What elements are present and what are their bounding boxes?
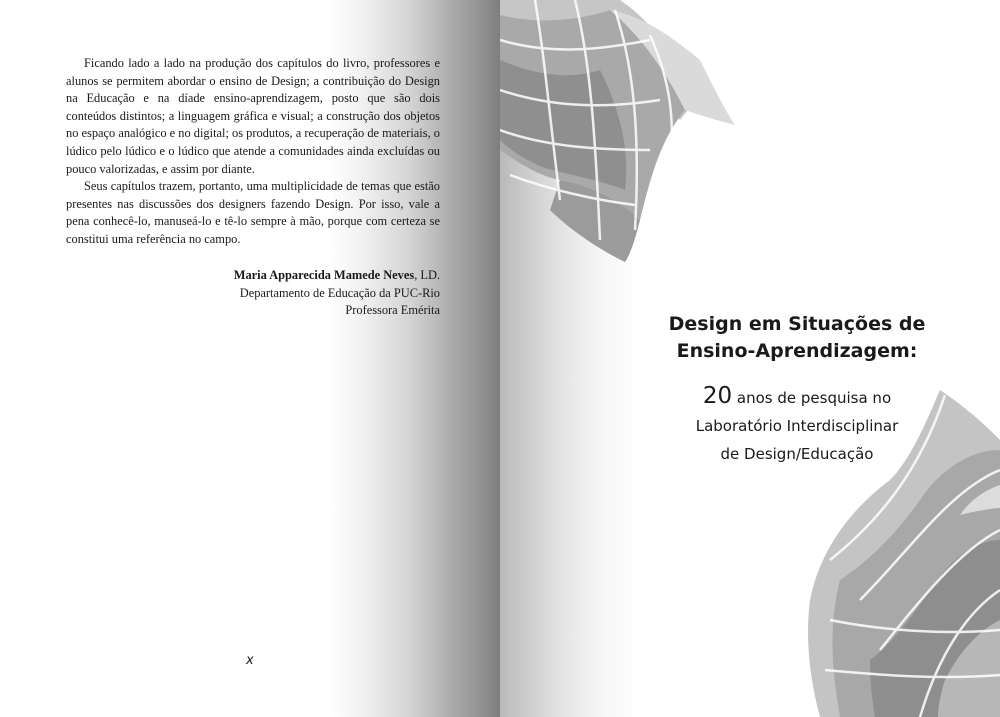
- subtitle-line-3: de Design/Educação: [720, 445, 874, 463]
- book-title: [610, 311, 984, 365]
- title-line-2: Ensino-Aprendizagem:: [676, 340, 918, 362]
- author-department: Departamento de Educação da PUC-Rio: [239, 285, 440, 300]
- book-subtitle: [610, 382, 984, 468]
- paragraph-2: Seus capítulos trazem, portanto, uma multiplicidade de temas que estão presentes nas discussões dos designers fazendo Design. Por isso, vale a pena conhecê-lo, manuseá-lo e tê-lo sempre à mão, porque com certeza se constitui uma referência no campo.: [66, 179, 440, 246]
- page-number: x: [246, 653, 254, 668]
- paragraph-1: Ficando lado a lado na produção dos capítulos do livro, professores e alunos se permitem abordar o ensino de Design; a contribuição do Design na Educação e na díade ensino-aprendizagem, posto que são dois conteúdos distintos; a linguagem gráfica e visual; a construção dos objetos no espaço analógico e no digital; os produtos, a recuperação de materiais, o lúdico pelo lúdico e o lúdico que atende a comunidades ainda excluídas ou pouco valorizadas, e assim por diante.: [66, 56, 440, 176]
- subtitle-line-1-text: anos de pesquisa no: [732, 389, 892, 407]
- right-page: [500, 0, 1000, 717]
- subtitle-line-2: Laboratório Interdisciplinar: [695, 417, 899, 435]
- author-suffix: , LD.: [414, 268, 440, 282]
- title-line-1: Design em Situações de: [668, 313, 926, 335]
- author-role: Professora Emérita: [345, 303, 440, 317]
- body-text: [66, 55, 440, 249]
- author-name: Maria Apparecida Mamede Neves: [233, 268, 415, 282]
- signature-name-line: [180, 267, 440, 285]
- signature-block: [180, 267, 440, 320]
- subtitle-line-1: [610, 382, 984, 412]
- subtitle-number: 20: [702, 383, 733, 409]
- top-wave-grid-graphic: [500, 0, 740, 270]
